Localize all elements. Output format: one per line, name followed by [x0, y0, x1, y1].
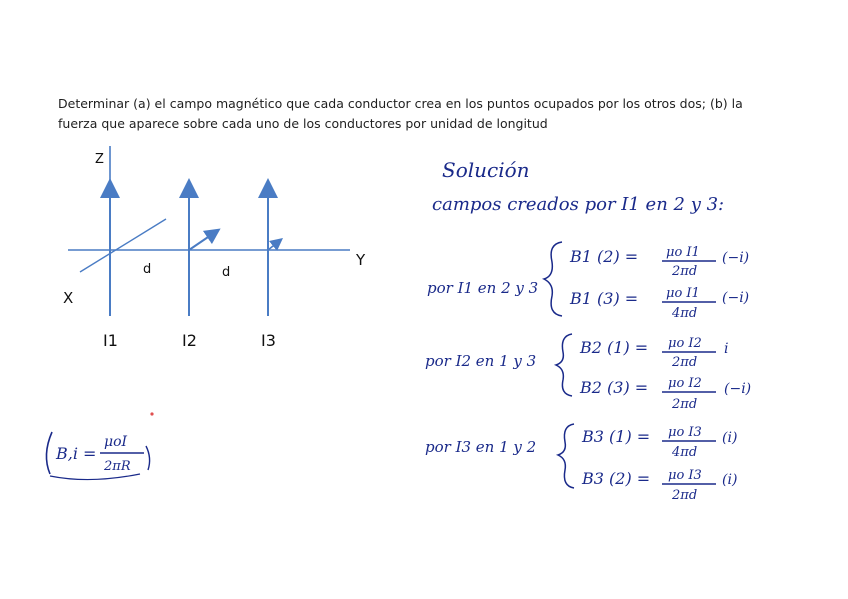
group-2-row-1-numerator: μo I2	[668, 336, 702, 351]
y-axis-label: Y	[356, 251, 366, 269]
side-formula-numerator: μoI	[104, 434, 128, 450]
z-axis-label: Z	[95, 152, 104, 167]
x-axis-label: X	[63, 289, 74, 307]
group-3-row-1-lhs: B3 (1) =	[582, 427, 651, 446]
group-3-row-1-direction: (i)	[722, 430, 738, 446]
group-1-row-2-numerator: μo I1	[666, 286, 700, 301]
group-1-row-1-denominator: 2πd	[672, 264, 698, 279]
group-2-brace	[556, 334, 572, 396]
distance-label-1: d	[143, 262, 152, 277]
group-1-row-2-denominator: 4πd	[672, 306, 698, 321]
field-vector-at-3	[268, 242, 278, 250]
group-3-label: por I3 en 1 y 2	[425, 438, 537, 456]
formula-bracket-right	[146, 446, 150, 470]
field-vector-at-2	[189, 233, 214, 250]
conductor-diagram	[63, 146, 366, 350]
group-3-row-1-denominator: 4πd	[672, 445, 698, 460]
group-1-row-1-lhs: B1 (2) =	[570, 247, 639, 266]
solution-group-2	[425, 334, 751, 412]
group-2-row-1-direction: i	[724, 341, 729, 357]
group-1-row-2-direction: (−i)	[722, 290, 750, 306]
distance-label-2: d	[222, 265, 231, 280]
group-2-row-2-denominator: 2πd	[672, 397, 698, 412]
conductor-3-label: I3	[261, 331, 276, 350]
group-1-row-1-numerator: μo I1	[666, 245, 700, 260]
formula-bracket-left	[46, 432, 52, 474]
group-2-row-1-lhs: B2 (1) =	[580, 338, 649, 357]
group-3-row-2-direction: (i)	[722, 472, 738, 488]
group-3-brace	[558, 424, 574, 488]
side-formula-lhs: B,i =	[56, 444, 97, 463]
group-2-label: por I2 en 1 y 3	[425, 352, 537, 370]
group-2-row-1-denominator: 2πd	[672, 355, 698, 370]
side-formula-denominator: 2πR	[104, 459, 131, 474]
x-axis-line	[80, 219, 166, 272]
group-1-row-1-direction: (−i)	[722, 250, 750, 266]
group-3-row-2-lhs: B3 (2) =	[582, 469, 651, 488]
conductor-1-label: I1	[103, 331, 118, 350]
solution-notes	[425, 158, 751, 503]
solution-subheading: campos creados por I1 en 2 y 3:	[432, 194, 725, 215]
problem-line-2: fuerza que aparece sobre cada uno de los conductores por unidad de longitud	[58, 116, 548, 131]
group-1-row-2-lhs: B1 (3) =	[570, 289, 639, 308]
group-1-brace	[544, 242, 562, 316]
group-3-row-1-numerator: μo I3	[668, 425, 702, 440]
solution-heading: Solución	[442, 158, 530, 182]
group-3-row-2-denominator: 2πd	[672, 488, 698, 503]
solution-group-1	[427, 242, 749, 321]
group-2-row-2-direction: (−i)	[724, 381, 752, 397]
group-1-label: por I1 en 2 y 3	[427, 279, 539, 297]
problem-line-1: Determinar (a) el campo magnético que cada conductor crea en los puntos ocupados por los otros dos; (b) la	[58, 96, 743, 111]
group-2-row-2-lhs: B2 (3) =	[580, 378, 649, 397]
red-mark	[150, 412, 153, 415]
conductor-2-label: I2	[182, 331, 197, 350]
group-3-row-2-numerator: μo I3	[668, 468, 702, 483]
side-formula	[46, 412, 153, 479]
group-2-row-2-numerator: μo I2	[668, 376, 702, 391]
solution-group-3	[425, 424, 737, 503]
formula-underline-stroke	[50, 474, 140, 480]
